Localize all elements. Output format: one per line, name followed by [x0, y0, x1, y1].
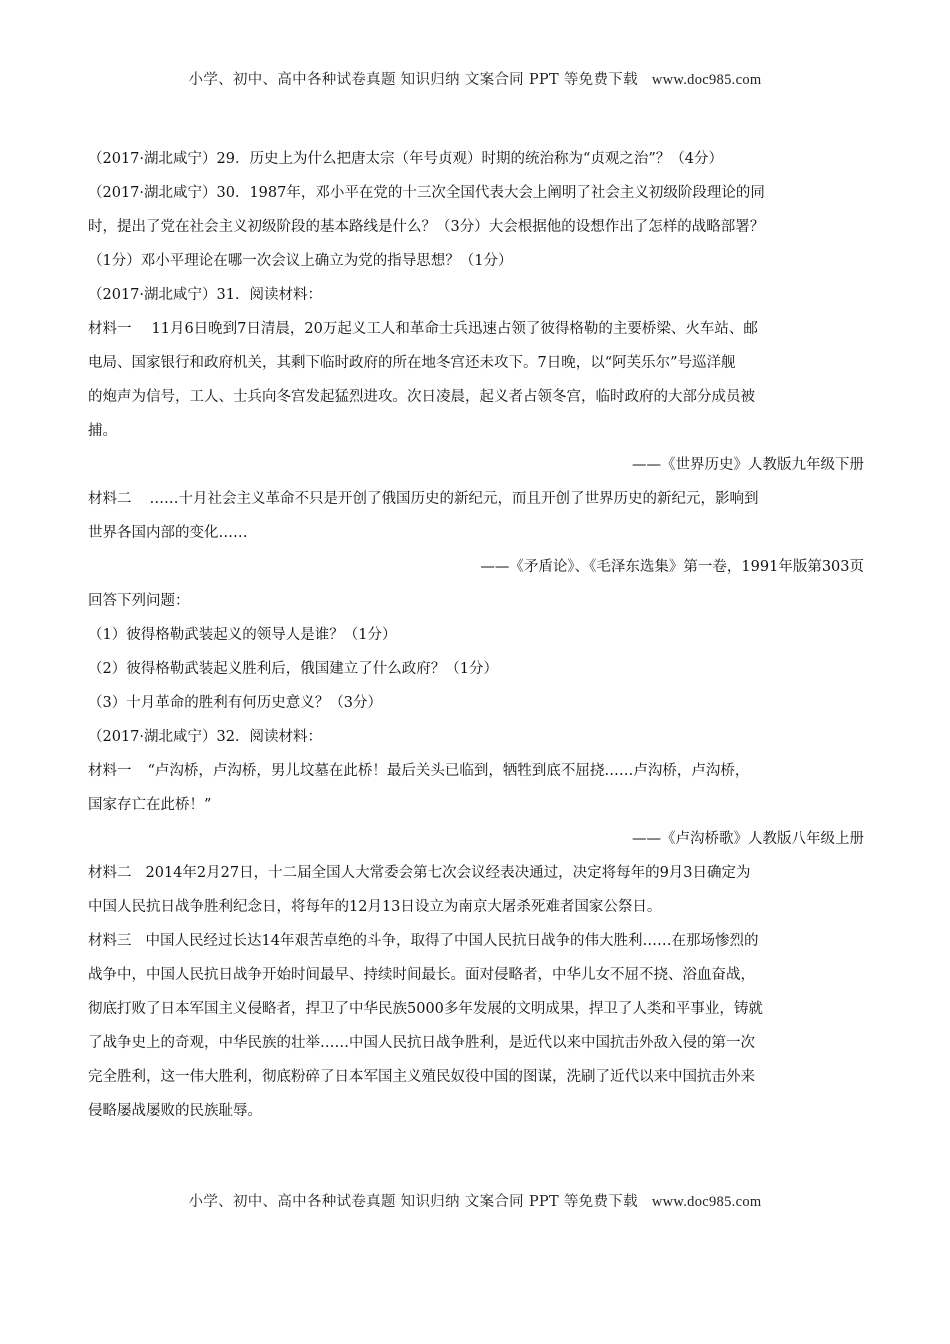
question-31-intro: （2017·湖北咸宁）31．阅读材料： — [88, 287, 322, 303]
material-line: 完全胜利，这一伟大胜利，彻底粉碎了日本军国主义殖民奴役中国的图谋，洗刷了近代以来中国抗击外来 — [88, 1069, 755, 1085]
question-31 — [88, 278, 864, 720]
material-text: 11月6日晚到7日清晨，20万起义工人和革命士兵迅速占领了彼得格勒的主要桥梁、火车站、邮 — [151, 321, 758, 337]
material-line: 捕。 — [88, 423, 117, 439]
question-32 — [88, 720, 864, 1128]
material-line: 国家存亡在此桥！” — [88, 797, 212, 813]
material-line — [88, 924, 864, 958]
material-source: ——《世界历史》人教版九年级下册 — [632, 457, 864, 473]
page-header — [0, 68, 950, 89]
header-url-link[interactable]: www.doc985.com — [651, 72, 762, 88]
material-text: 中国人民经过长达14年艰苦卓绝的斗争，取得了中国人民抗日战争的伟大胜利……在那场惨烈的 — [145, 933, 759, 949]
material-source: ——《卢沟桥歌》人教版八年级上册 — [632, 831, 864, 847]
material-label: 材料二 — [88, 865, 132, 881]
material-line: 世界各国内部的变化…… — [88, 525, 248, 541]
material-label: 材料三 — [88, 933, 132, 949]
material-line: 战争中，中国人民抗日战争开始时间最早、持续时间最长。面对侵略者，中华儿女不屈不挠、浴血奋战， — [88, 967, 755, 983]
header-text: 小学、初中、高中各种试卷真题 知识归纳 文案合同 PPT 等免费下载 — [188, 72, 638, 88]
material-source: ——《矛盾论》、《毛泽东选集》第一卷，1991年版第303页 — [480, 559, 864, 575]
material-text: ……十月社会主义革命不只是开创了俄国历史的新纪元，而且开创了世界历史的新纪元，影响到 — [149, 491, 759, 507]
question-29: （2017·湖北咸宁）29．历史上为什么把唐太宗（年号贞观）时期的统治称为“贞观之治”？（4分） — [88, 151, 724, 167]
material-line: 侵略屡战屡败的民族耻辱。 — [88, 1103, 262, 1119]
material-line — [88, 754, 864, 788]
material-line: 了战争史上的奇观，中华民族的壮举……中国人民抗日战争胜利，是近代以来中国抗击外敌入侵的第一次 — [88, 1035, 755, 1051]
material-line: 中国人民抗日战争胜利纪念日，将每年的12月13日设立为南京大屠杀死难者国家公祭日。 — [88, 899, 662, 915]
question-30-line: （2017·湖北咸宁）30．1987年，邓小平在党的十三次全国代表大会上阐明了社会主义初级阶段理论的同 — [88, 185, 765, 201]
sub-question: （2）彼得格勒武装起义胜利后，俄国建立了什么政府？（1分） — [88, 661, 498, 677]
material-line: 的炮声为信号，工人、士兵向冬宫发起猛烈进攻。次日凌晨，起义者占领冬宫，临时政府的大部分成员被 — [88, 389, 755, 405]
questions-prompt: 回答下列问题： — [88, 593, 190, 609]
material-label: 材料一 — [88, 321, 132, 337]
question-30-line: （1分）邓小平理论在哪一次会议上确立为党的指导思想？（1分） — [88, 253, 513, 269]
material-label: 材料二 — [88, 491, 132, 507]
question-32-intro: （2017·湖北咸宁）32．阅读材料： — [88, 729, 322, 745]
document-body — [88, 142, 864, 1128]
material-text: “卢沟桥，卢沟桥，男儿坟墓在此桥！最后关头已临到，牺牲到底不屈挠……卢沟桥，卢沟桥， — [147, 763, 750, 779]
page-footer — [0, 1190, 950, 1211]
material-line: 彻底打败了日本军国主义侵略者，捍卫了中华民族5000多年发展的文明成果，捍卫了人类和平事业，铸就 — [88, 1001, 763, 1017]
material-line: 电局、国家银行和政府机关，其剩下临时政府的所在地冬宫还未攻下。7日晚，以“阿芙乐尔”号巡洋舰 — [88, 355, 736, 371]
material-line — [88, 856, 864, 890]
material-line — [88, 312, 864, 346]
question-30-line: 时，提出了党在社会主义初级阶段的基本路线是什么？（3分）大会根据他的设想作出了怎样的战略部署？ — [88, 219, 765, 235]
material-line — [88, 482, 864, 516]
sub-question: （3）十月革命的胜利有何历史意义？（3分） — [88, 695, 382, 711]
question-30 — [88, 176, 864, 278]
footer-text: 小学、初中、高中各种试卷真题 知识归纳 文案合同 PPT 等免费下载 — [188, 1194, 638, 1210]
sub-question: （1）彼得格勒武装起义的领导人是谁？（1分） — [88, 627, 397, 643]
material-label: 材料一 — [88, 763, 132, 779]
footer-url-link[interactable]: www.doc985.com — [651, 1194, 762, 1210]
material-text: 2014年2月27日，十二届全国人大常委会第七次会议经表决通过，决定将每年的9月3日确定为 — [145, 865, 751, 881]
